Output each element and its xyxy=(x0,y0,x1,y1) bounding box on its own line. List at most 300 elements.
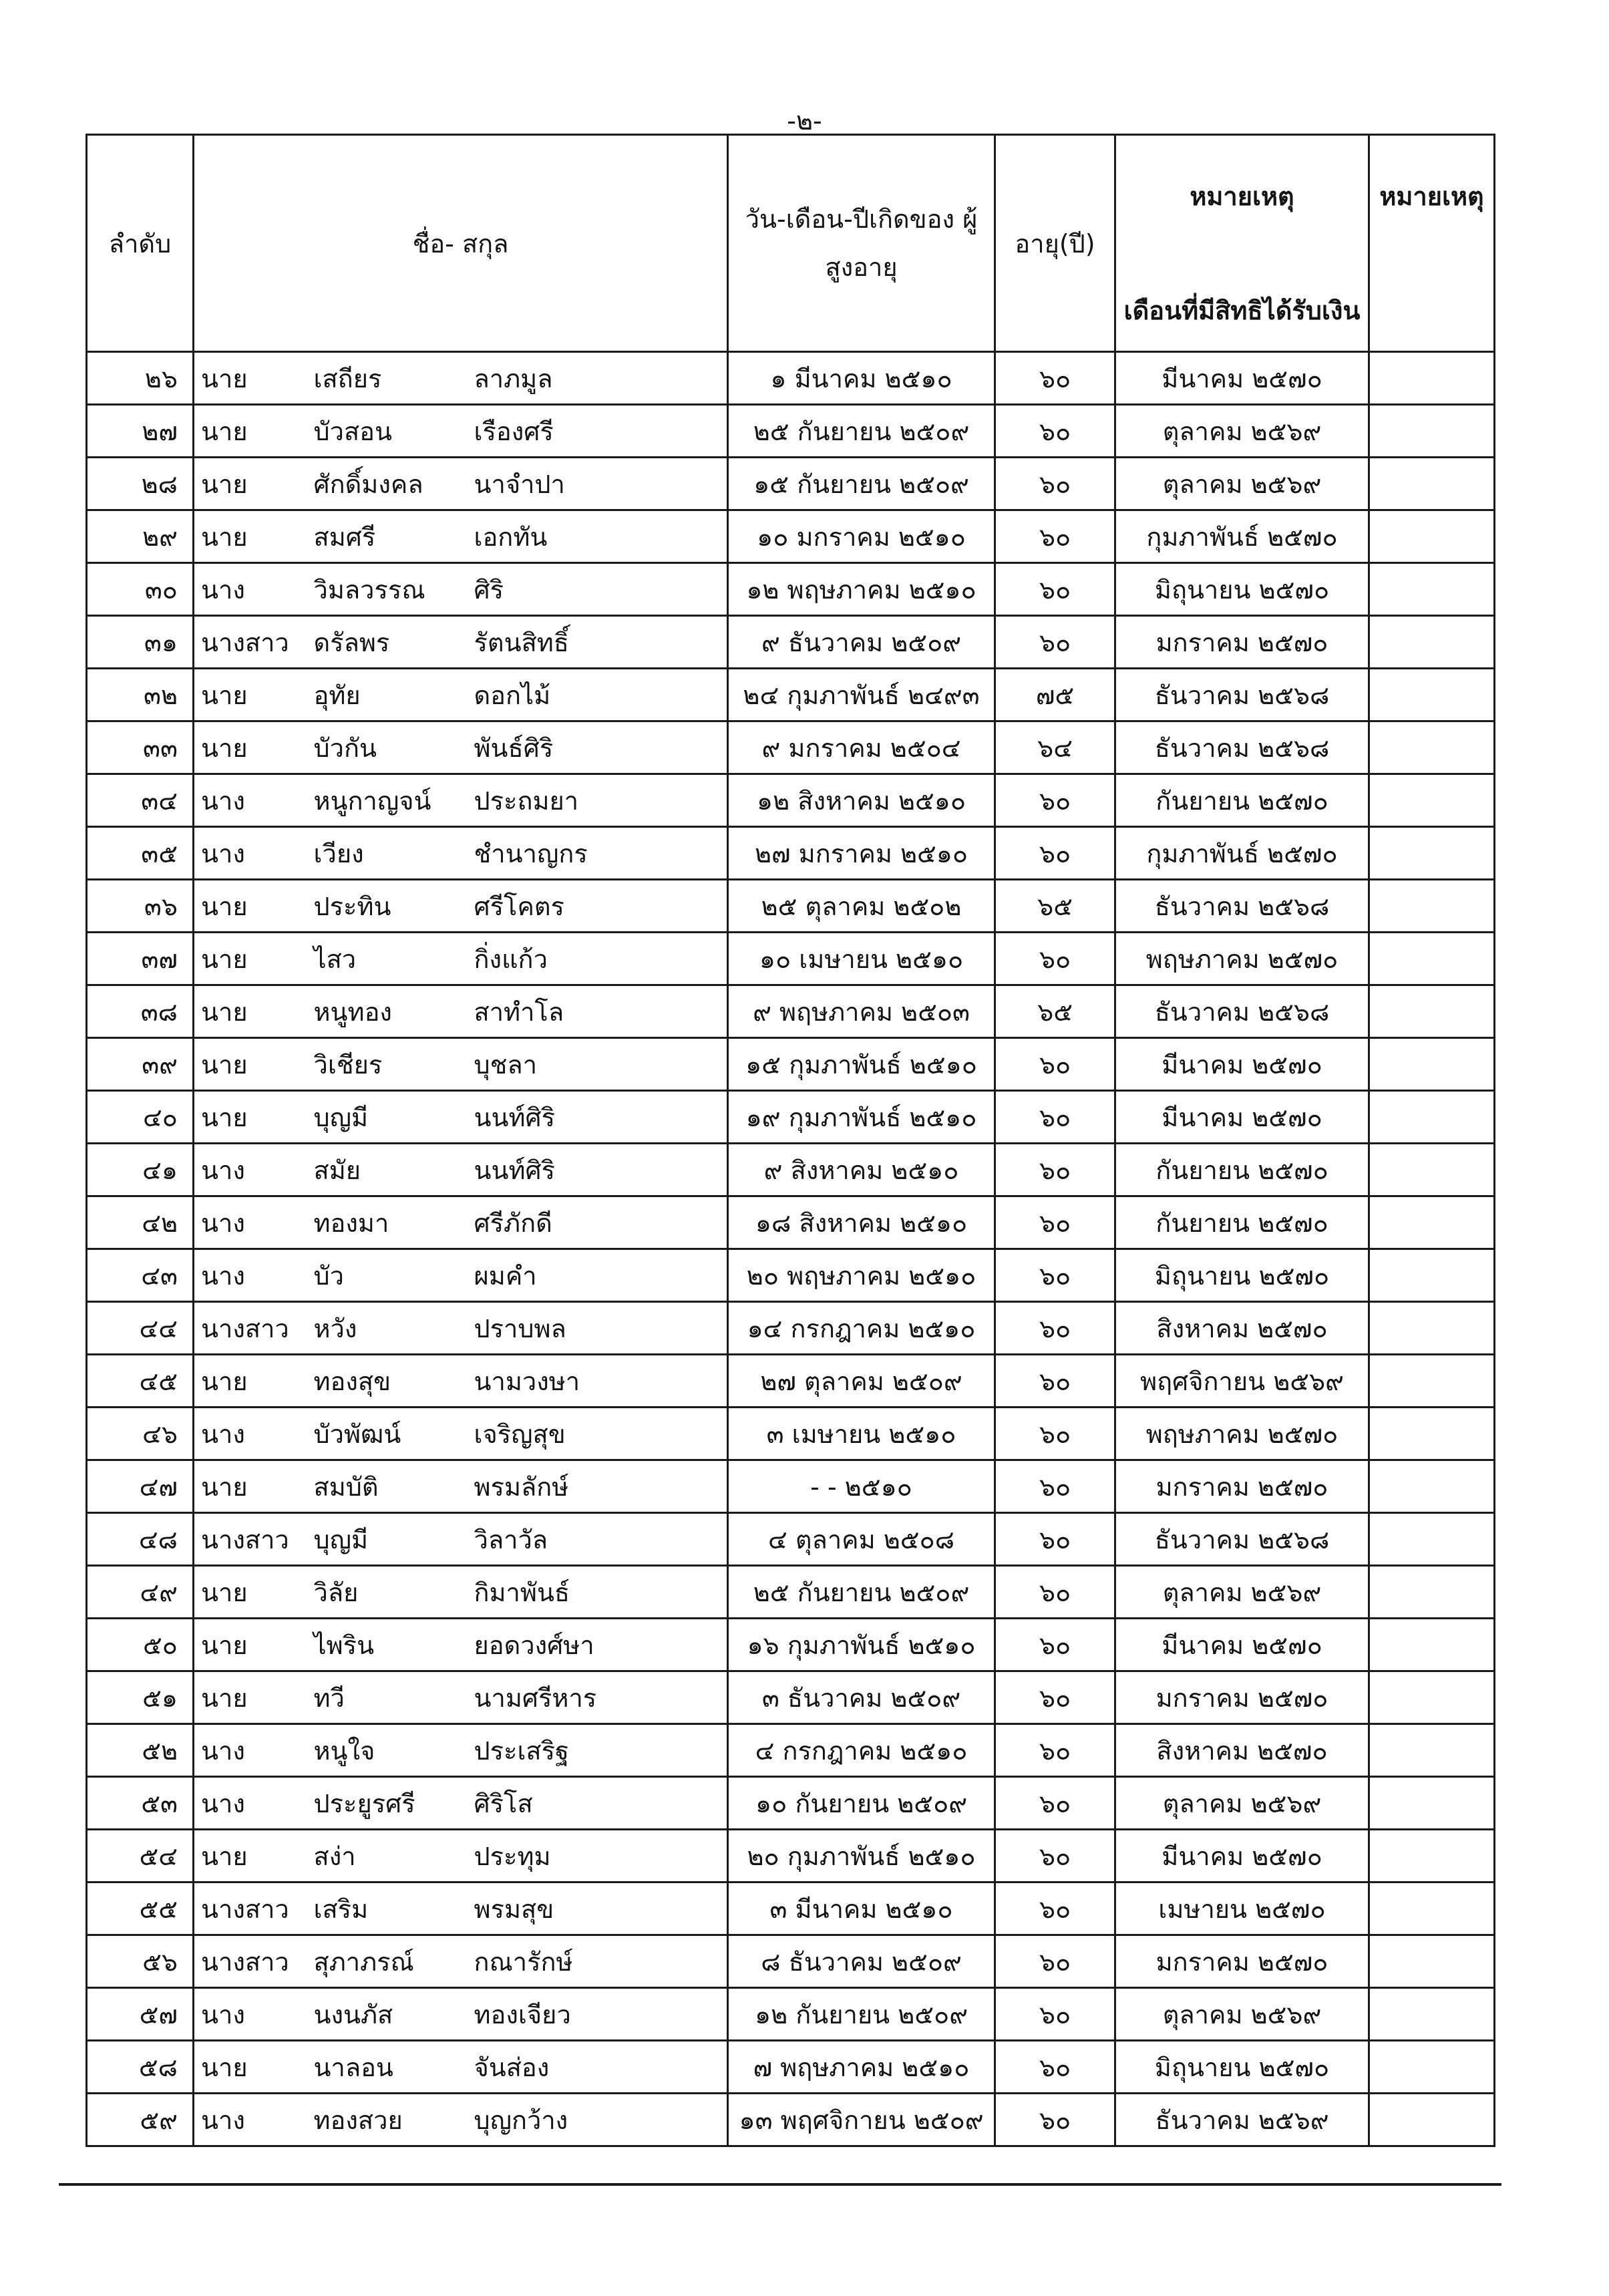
row-extra-remark xyxy=(1369,1935,1495,1988)
row-first-name: วิมลวรรณ xyxy=(294,563,461,616)
row-birth-date: ๑๕ กุมภาพันธ์ ๒๕๑๐ xyxy=(728,1038,995,1091)
row-number: ๕๘ xyxy=(87,2041,194,2094)
row-last-name: ชำนาญกร xyxy=(461,827,728,880)
row-title: นาง xyxy=(194,827,294,880)
row-last-name: ปราบพล xyxy=(461,1302,728,1355)
row-last-name: ทองเจียว xyxy=(461,1988,728,2041)
row-eligible-month: มิถุนายน ๒๕๗๐ xyxy=(1115,563,1369,616)
row-first-name: หนูกาญจน์ xyxy=(294,774,461,827)
row-last-name: พรมสุข xyxy=(461,1882,728,1935)
row-number: ๕๗ xyxy=(87,1988,194,2041)
row-age: ๖๐ xyxy=(995,510,1115,563)
row-extra-remark xyxy=(1369,1566,1495,1619)
row-title: นาย xyxy=(194,1619,294,1671)
row-eligible-month: ตุลาคม ๒๕๖๙ xyxy=(1115,1777,1369,1830)
row-title: นาย xyxy=(194,2041,294,2094)
header-remark-title: หมายเหตุ xyxy=(1190,182,1294,211)
row-first-name: ทองสวย xyxy=(294,2094,461,2146)
row-extra-remark xyxy=(1369,774,1495,827)
row-extra-remark xyxy=(1369,1988,1495,2041)
row-birth-date: ๒๕ ตุลาคม ๒๕๐๒ xyxy=(728,880,995,933)
table-row xyxy=(87,1830,1495,1882)
row-first-name: เวียง xyxy=(294,827,461,880)
row-last-name: นามศรีหาร xyxy=(461,1671,728,1724)
row-age: ๖๕ xyxy=(995,985,1115,1038)
row-eligible-month: ธันวาคม ๒๕๖๘ xyxy=(1115,985,1369,1038)
row-birth-date: ๙ พฤษภาคม ๒๕๐๓ xyxy=(728,985,995,1038)
table-row xyxy=(87,1249,1495,1302)
table-row xyxy=(87,1144,1495,1196)
row-age: ๗๕ xyxy=(995,669,1115,721)
row-birth-date: ๑๙ กุมภาพันธ์ ๒๕๑๐ xyxy=(728,1091,995,1144)
row-last-name: ศรีภักดี xyxy=(461,1196,728,1249)
row-age: ๖๐ xyxy=(995,458,1115,510)
row-last-name: นนท์ศิริ xyxy=(461,1091,728,1144)
row-age: ๖๐ xyxy=(995,1196,1115,1249)
table-row xyxy=(87,1882,1495,1935)
row-first-name: เสถียร xyxy=(294,352,461,405)
row-last-name: ประถมยา xyxy=(461,774,728,827)
row-eligible-month: กุมภาพันธ์ ๒๕๗๐ xyxy=(1115,827,1369,880)
table-row xyxy=(87,985,1495,1038)
table-row xyxy=(87,1196,1495,1249)
table-row xyxy=(87,1777,1495,1830)
table-row xyxy=(87,827,1495,880)
row-first-name: วิลัย xyxy=(294,1566,461,1619)
table-row xyxy=(87,1988,1495,2041)
header-remark-subtitle: เดือนที่มีสิทธิได้รับเงิน xyxy=(1123,296,1361,325)
row-age: ๖๕ xyxy=(995,880,1115,933)
row-extra-remark xyxy=(1369,1091,1495,1144)
row-title: นาย xyxy=(194,1671,294,1724)
row-eligible-month: มีนาคม ๒๕๗๐ xyxy=(1115,352,1369,405)
row-first-name: สุภาภรณ์ xyxy=(294,1935,461,1988)
row-age: ๖๐ xyxy=(995,933,1115,985)
row-number: ๕๔ xyxy=(87,1830,194,1882)
row-title: นาง xyxy=(194,1144,294,1196)
row-number: ๓๐ xyxy=(87,563,194,616)
row-first-name: ประยูรศรี xyxy=(294,1777,461,1830)
table-row xyxy=(87,774,1495,827)
row-last-name: กิ่งแก้ว xyxy=(461,933,728,985)
row-last-name: กิมาพันธ์ xyxy=(461,1566,728,1619)
row-first-name: บัวกัน xyxy=(294,721,461,774)
row-first-name: สมบัติ xyxy=(294,1460,461,1513)
row-title: นาย xyxy=(194,721,294,774)
row-last-name: ดอกไม้ xyxy=(461,669,728,721)
row-extra-remark xyxy=(1369,1144,1495,1196)
row-eligible-month: เมษายน ๒๕๗๐ xyxy=(1115,1882,1369,1935)
row-first-name: วิเชียร xyxy=(294,1038,461,1091)
row-title: นาย xyxy=(194,1091,294,1144)
row-number: ๓๗ xyxy=(87,933,194,985)
row-birth-date: - - ๒๕๑๐ xyxy=(728,1460,995,1513)
row-age: ๖๐ xyxy=(995,1830,1115,1882)
row-last-name: บุญกว้าง xyxy=(461,2094,728,2146)
row-first-name: หวัง xyxy=(294,1302,461,1355)
table-row xyxy=(87,458,1495,510)
row-extra-remark xyxy=(1369,510,1495,563)
row-first-name: บุญมี xyxy=(294,1091,461,1144)
row-age: ๖๐ xyxy=(995,1671,1115,1724)
row-number: ๕๒ xyxy=(87,1724,194,1777)
row-eligible-month: มกราคม ๒๕๗๐ xyxy=(1115,616,1369,669)
row-extra-remark xyxy=(1369,1038,1495,1091)
row-number: ๓๘ xyxy=(87,985,194,1038)
row-eligible-month: ธันวาคม ๒๕๖๘ xyxy=(1115,669,1369,721)
row-title: นาง xyxy=(194,1777,294,1830)
row-first-name: บัวพัฒน์ xyxy=(294,1408,461,1460)
row-age: ๖๐ xyxy=(995,1619,1115,1671)
bottom-rule xyxy=(59,2183,1501,2186)
row-number: ๓๔ xyxy=(87,774,194,827)
row-age: ๖๐ xyxy=(995,1724,1115,1777)
row-title: นาง xyxy=(194,1408,294,1460)
row-title: นาง xyxy=(194,1249,294,1302)
row-age: ๖๐ xyxy=(995,1566,1115,1619)
row-first-name: อุทัย xyxy=(294,669,461,721)
row-title: นาย xyxy=(194,1566,294,1619)
elderly-list-table xyxy=(85,134,1495,2147)
row-last-name: ประทุม xyxy=(461,1830,728,1882)
row-birth-date: ๒๕ กันยายน ๒๕๐๙ xyxy=(728,405,995,458)
row-last-name: นนท์ศิริ xyxy=(461,1144,728,1196)
row-last-name: ศิริ xyxy=(461,563,728,616)
row-eligible-month: มกราคม ๒๕๗๐ xyxy=(1115,1460,1369,1513)
row-birth-date: ๓ ธันวาคม ๒๕๐๙ xyxy=(728,1671,995,1724)
table-row xyxy=(87,1408,1495,1460)
row-extra-remark xyxy=(1369,1830,1495,1882)
row-first-name: หนูทอง xyxy=(294,985,461,1038)
row-extra-remark xyxy=(1369,1249,1495,1302)
row-extra-remark xyxy=(1369,1882,1495,1935)
row-eligible-month: กันยายน ๒๕๗๐ xyxy=(1115,1196,1369,1249)
table-row xyxy=(87,1724,1495,1777)
row-number: ๔๑ xyxy=(87,1144,194,1196)
row-title: นาง xyxy=(194,1196,294,1249)
row-extra-remark xyxy=(1369,1408,1495,1460)
row-first-name: บุญมี xyxy=(294,1513,461,1566)
row-birth-date: ๑๒ สิงหาคม ๒๕๑๐ xyxy=(728,774,995,827)
row-birth-date: ๙ สิงหาคม ๒๕๑๐ xyxy=(728,1144,995,1196)
table-row xyxy=(87,510,1495,563)
row-title: นาย xyxy=(194,1038,294,1091)
row-last-name: รัตนสิทธิ์ xyxy=(461,616,728,669)
header-name: ชื่อ- สกุล xyxy=(194,135,728,352)
table-row xyxy=(87,1302,1495,1355)
row-birth-date: ๑๐ เมษายน ๒๕๑๐ xyxy=(728,933,995,985)
row-number: ๓๙ xyxy=(87,1038,194,1091)
row-age: ๖๐ xyxy=(995,1355,1115,1408)
table-row xyxy=(87,1619,1495,1671)
header-remark xyxy=(1115,135,1369,352)
row-last-name: เอกทัน xyxy=(461,510,728,563)
row-extra-remark xyxy=(1369,1196,1495,1249)
row-age: ๖๐ xyxy=(995,1038,1115,1091)
row-extra-remark xyxy=(1369,1619,1495,1671)
row-number: ๔๒ xyxy=(87,1196,194,1249)
elderly-list-table-wrap xyxy=(85,134,1493,2147)
row-eligible-month: ธันวาคม ๒๕๖๙ xyxy=(1115,2094,1369,2146)
row-first-name: นาลอน xyxy=(294,2041,461,2094)
table-row xyxy=(87,1671,1495,1724)
row-first-name: บัว xyxy=(294,1249,461,1302)
row-number: ๔๕ xyxy=(87,1355,194,1408)
row-last-name: พันธ์ศิริ xyxy=(461,721,728,774)
table-row xyxy=(87,1038,1495,1091)
row-number: ๔๔ xyxy=(87,1302,194,1355)
row-age: ๖๔ xyxy=(995,721,1115,774)
row-birth-date: ๗ พฤษภาคม ๒๕๑๐ xyxy=(728,2041,995,2094)
header-age: อายุ(ปี) xyxy=(995,135,1115,352)
table-row xyxy=(87,1091,1495,1144)
row-number: ๔๖ xyxy=(87,1408,194,1460)
row-eligible-month: มีนาคม ๒๕๗๐ xyxy=(1115,1038,1369,1091)
row-number: ๔๙ xyxy=(87,1566,194,1619)
row-title: นางสาว xyxy=(194,1302,294,1355)
row-extra-remark xyxy=(1369,405,1495,458)
row-extra-remark xyxy=(1369,1671,1495,1724)
row-eligible-month: กันยายน ๒๕๗๐ xyxy=(1115,774,1369,827)
row-title: นาย xyxy=(194,933,294,985)
row-number: ๓๒ xyxy=(87,669,194,721)
row-eligible-month: มีนาคม ๒๕๗๐ xyxy=(1115,1619,1369,1671)
row-title: นาย xyxy=(194,1830,294,1882)
row-birth-date: ๓ เมษายน ๒๕๑๐ xyxy=(728,1408,995,1460)
row-birth-date: ๑๒ กันยายน ๒๕๐๙ xyxy=(728,1988,995,2041)
row-number: ๔๘ xyxy=(87,1513,194,1566)
row-title: นางสาว xyxy=(194,1935,294,1988)
row-extra-remark xyxy=(1369,1355,1495,1408)
row-birth-date: ๑๕ กันยายน ๒๕๐๙ xyxy=(728,458,995,510)
row-eligible-month: พฤศจิกายน ๒๕๖๙ xyxy=(1115,1355,1369,1408)
row-eligible-month: พฤษภาคม ๒๕๗๐ xyxy=(1115,933,1369,985)
row-extra-remark xyxy=(1369,669,1495,721)
row-first-name: นงนภัส xyxy=(294,1988,461,2041)
row-eligible-month: มิถุนายน ๒๕๗๐ xyxy=(1115,1249,1369,1302)
row-birth-date: ๑๒ พฤษภาคม ๒๕๑๐ xyxy=(728,563,995,616)
table-row xyxy=(87,616,1495,669)
row-first-name: ศักดิ์มงคล xyxy=(294,458,461,510)
row-number: ๓๕ xyxy=(87,827,194,880)
row-birth-date: ๙ มกราคม ๒๕๐๔ xyxy=(728,721,995,774)
row-first-name: บัวสอน xyxy=(294,405,461,458)
row-last-name: นามวงษา xyxy=(461,1355,728,1408)
row-last-name: จันส่อง xyxy=(461,2041,728,2094)
row-number: ๓๓ xyxy=(87,721,194,774)
row-title: นาย xyxy=(194,458,294,510)
table-row xyxy=(87,2094,1495,2146)
table-row xyxy=(87,721,1495,774)
row-age: ๖๐ xyxy=(995,1302,1115,1355)
row-birth-date: ๓ มีนาคม ๒๕๑๐ xyxy=(728,1882,995,1935)
row-number: ๒๘ xyxy=(87,458,194,510)
row-eligible-month: มกราคม ๒๕๗๐ xyxy=(1115,1935,1369,1988)
row-title: นาง xyxy=(194,1724,294,1777)
row-age: ๖๐ xyxy=(995,1513,1115,1566)
table-row xyxy=(87,1460,1495,1513)
row-eligible-month: มกราคม ๒๕๗๐ xyxy=(1115,1671,1369,1724)
row-title: นาย xyxy=(194,669,294,721)
table-header-row xyxy=(87,135,1495,352)
row-first-name: เสริม xyxy=(294,1882,461,1935)
row-first-name: สมศรี xyxy=(294,510,461,563)
row-title: นาย xyxy=(194,985,294,1038)
row-number: ๒๗ xyxy=(87,405,194,458)
row-first-name: ไสว xyxy=(294,933,461,985)
row-title: นาง xyxy=(194,1988,294,2041)
row-age: ๖๐ xyxy=(995,1988,1115,2041)
row-title: นางสาว xyxy=(194,1882,294,1935)
row-extra-remark xyxy=(1369,458,1495,510)
row-birth-date: ๑๘ สิงหาคม ๒๕๑๐ xyxy=(728,1196,995,1249)
row-last-name: ผมคำ xyxy=(461,1249,728,1302)
header-dob: วัน-เดือน-ปีเกิดของ ผู้สูงอายุ xyxy=(728,135,995,352)
row-extra-remark xyxy=(1369,933,1495,985)
row-birth-date: ๑๔ กรกฎาคม ๒๕๑๐ xyxy=(728,1302,995,1355)
table-row xyxy=(87,669,1495,721)
row-first-name: ดรัลพร xyxy=(294,616,461,669)
row-title: นาย xyxy=(194,510,294,563)
table-row xyxy=(87,352,1495,405)
row-age: ๖๐ xyxy=(995,774,1115,827)
row-eligible-month: สิงหาคม ๒๕๗๐ xyxy=(1115,1724,1369,1777)
row-extra-remark xyxy=(1369,2094,1495,2146)
row-age: ๖๐ xyxy=(995,405,1115,458)
row-age: ๖๐ xyxy=(995,1408,1115,1460)
table-row xyxy=(87,1566,1495,1619)
row-eligible-month: มีนาคม ๒๕๗๐ xyxy=(1115,1830,1369,1882)
row-title: นางสาว xyxy=(194,1513,294,1566)
row-number: ๓๖ xyxy=(87,880,194,933)
row-eligible-month: กันยายน ๒๕๗๐ xyxy=(1115,1144,1369,1196)
row-first-name: สมัย xyxy=(294,1144,461,1196)
row-age: ๖๐ xyxy=(995,1144,1115,1196)
row-age: ๖๐ xyxy=(995,1935,1115,1988)
row-eligible-month: มิถุนายน ๒๕๗๐ xyxy=(1115,2041,1369,2094)
row-last-name: เรืองศรี xyxy=(461,405,728,458)
row-birth-date: ๙ ธันวาคม ๒๕๐๙ xyxy=(728,616,995,669)
row-birth-date: ๑ มีนาคม ๒๕๑๐ xyxy=(728,352,995,405)
row-extra-remark xyxy=(1369,1460,1495,1513)
table-row xyxy=(87,563,1495,616)
row-first-name: หนูใจ xyxy=(294,1724,461,1777)
row-birth-date: ๒๔ กุมภาพันธ์ ๒๔๙๓ xyxy=(728,669,995,721)
row-birth-date: ๔ ตุลาคม ๒๕๐๘ xyxy=(728,1513,995,1566)
row-eligible-month: ตุลาคม ๒๕๖๙ xyxy=(1115,1988,1369,2041)
row-birth-date: ๒๗ ตุลาคม ๒๕๐๙ xyxy=(728,1355,995,1408)
row-title: นาย xyxy=(194,1460,294,1513)
row-birth-date: ๑๐ มกราคม ๒๕๑๐ xyxy=(728,510,995,563)
row-number: ๔๓ xyxy=(87,1249,194,1302)
row-birth-date: ๒๗ มกราคม ๒๕๑๐ xyxy=(728,827,995,880)
row-first-name: สง่า xyxy=(294,1830,461,1882)
row-eligible-month: สิงหาคม ๒๕๗๐ xyxy=(1115,1302,1369,1355)
row-first-name: ประทิน xyxy=(294,880,461,933)
row-birth-date: ๒๐ กุมภาพันธ์ ๒๕๑๐ xyxy=(728,1830,995,1882)
header-extra-remark: หมายเหตุ xyxy=(1369,135,1495,352)
row-number: ๔๐ xyxy=(87,1091,194,1144)
row-eligible-month: ธันวาคม ๒๕๖๘ xyxy=(1115,721,1369,774)
row-age: ๖๐ xyxy=(995,1882,1115,1935)
row-age: ๖๐ xyxy=(995,1777,1115,1830)
row-age: ๖๐ xyxy=(995,1249,1115,1302)
row-birth-date: ๔ กรกฎาคม ๒๕๑๐ xyxy=(728,1724,995,1777)
row-title: นาย xyxy=(194,352,294,405)
table-row xyxy=(87,1355,1495,1408)
row-title: นาย xyxy=(194,1355,294,1408)
table-row xyxy=(87,2041,1495,2094)
row-first-name: ไพริน xyxy=(294,1619,461,1671)
row-extra-remark xyxy=(1369,1724,1495,1777)
row-eligible-month: มีนาคม ๒๕๗๐ xyxy=(1115,1091,1369,1144)
row-age: ๖๐ xyxy=(995,2041,1115,2094)
row-last-name: บุชลา xyxy=(461,1038,728,1091)
row-age: ๖๐ xyxy=(995,352,1115,405)
table-row xyxy=(87,1513,1495,1566)
row-extra-remark xyxy=(1369,1513,1495,1566)
row-extra-remark xyxy=(1369,721,1495,774)
row-birth-date: ๒๐ พฤษภาคม ๒๕๑๐ xyxy=(728,1249,995,1302)
row-extra-remark xyxy=(1369,616,1495,669)
row-last-name: ลาภมูล xyxy=(461,352,728,405)
row-eligible-month: ธันวาคม ๒๕๖๘ xyxy=(1115,1513,1369,1566)
row-number: ๕๓ xyxy=(87,1777,194,1830)
row-number: ๓๑ xyxy=(87,616,194,669)
table-row xyxy=(87,933,1495,985)
row-title: นาง xyxy=(194,563,294,616)
row-number: ๒๖ xyxy=(87,352,194,405)
row-eligible-month: ตุลาคม ๒๕๖๙ xyxy=(1115,405,1369,458)
row-age: ๖๐ xyxy=(995,616,1115,669)
row-extra-remark xyxy=(1369,1302,1495,1355)
row-extra-remark xyxy=(1369,352,1495,405)
row-age: ๖๐ xyxy=(995,2094,1115,2146)
row-birth-date: ๑๖ กุมภาพันธ์ ๒๕๑๐ xyxy=(728,1619,995,1671)
row-age: ๖๐ xyxy=(995,1460,1115,1513)
row-birth-date: ๒๕ กันยายน ๒๕๐๙ xyxy=(728,1566,995,1619)
row-extra-remark xyxy=(1369,880,1495,933)
row-title: นาง xyxy=(194,2094,294,2146)
row-eligible-month: ตุลาคม ๒๕๖๙ xyxy=(1115,1566,1369,1619)
row-last-name: ประเสริฐ xyxy=(461,1724,728,1777)
row-extra-remark xyxy=(1369,1777,1495,1830)
row-number: ๕๑ xyxy=(87,1671,194,1724)
row-last-name: พรมลักษ์ xyxy=(461,1460,728,1513)
row-number: ๕๕ xyxy=(87,1882,194,1935)
row-last-name: เจริญสุข xyxy=(461,1408,728,1460)
row-number: ๒๙ xyxy=(87,510,194,563)
row-last-name: ศรีโคตร xyxy=(461,880,728,933)
row-birth-date: ๑๓ พฤศจิกายน ๒๕๐๙ xyxy=(728,2094,995,2146)
row-first-name: ทองมา xyxy=(294,1196,461,1249)
row-first-name: ทวี xyxy=(294,1671,461,1724)
table-row xyxy=(87,1935,1495,1988)
row-age: ๖๐ xyxy=(995,1091,1115,1144)
header-no: ลำดับ xyxy=(87,135,194,352)
row-age: ๖๐ xyxy=(995,827,1115,880)
row-eligible-month: ธันวาคม ๒๕๖๘ xyxy=(1115,880,1369,933)
row-last-name: วิลาวัล xyxy=(461,1513,728,1566)
table-row xyxy=(87,880,1495,933)
row-extra-remark xyxy=(1369,827,1495,880)
row-last-name: ศิริโส xyxy=(461,1777,728,1830)
row-age: ๖๐ xyxy=(995,563,1115,616)
row-number: ๕๖ xyxy=(87,1935,194,1988)
page-number: -๒- xyxy=(787,106,822,136)
table-row xyxy=(87,405,1495,458)
row-last-name: นาจำปา xyxy=(461,458,728,510)
